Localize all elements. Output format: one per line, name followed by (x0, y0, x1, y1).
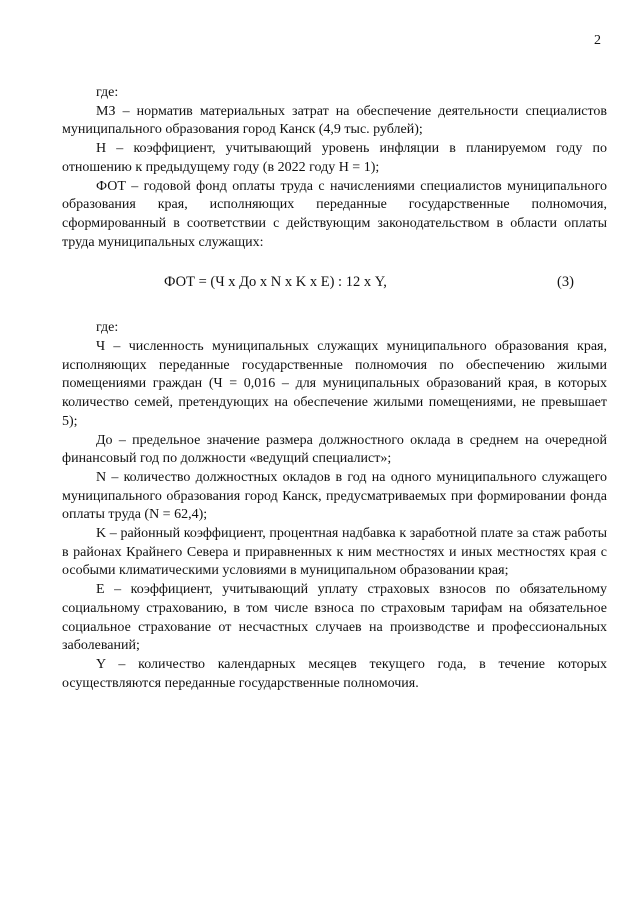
formula-fot: ФОТ = (Ч х До х N x K x E) : 12 х Y, (164, 274, 387, 291)
definition-mz: МЗ – норматив материальных затрат на обеспечение деятельности специалистов муниципального образования город Канск (4,9 тыс. рублей); (62, 103, 607, 138)
definition-y: Y – количество календарных месяцев текущего года, в течение которых осуществляются переданные государственные полномочия. (62, 656, 607, 691)
definition-n-salaries: N – количество должностных окладов в год на одного муниципального служащего муниципального образования город Канск, предусматриваемых при формировании фонда оплаты труда (N = 62,4); (62, 469, 607, 523)
page-number: 2 (594, 33, 601, 48)
definition-n-inflation: Н – коэффициент, учитывающий уровень инфляции в планируемом году по отношению к предыдущему году (в 2022 году Н = 1); (62, 141, 607, 175)
definition-k: K – районный коэффициент, процентная надбавка к заработной плате за стаж работы в районах Крайнего Севера и приравненных к ним местностях и иных местностях края с особыми климатическими условиями в муниципальном образовании края; (62, 526, 607, 579)
definition-fot: ФОТ – годовой фонд оплаты труда с начислениями специалистов муниципального образования края, исполняющих переданные государственные полномочия, сформированный в соответствии с действующим законодательством в области оплаты труда муниципальных служащих: (62, 178, 607, 250)
formula-number: (3) (557, 274, 574, 291)
document-body (62, 84, 607, 693)
formula-row (62, 273, 607, 293)
where-label: где: (96, 85, 119, 100)
definition-e: E – коэффициент, учитывающий уплату страховых взносов по обязательному социальному страхованию, в том числе взноса по страховым тарифам на обязательное социальное страхование от несчастных случаев на производстве и профессиональных заболеваний; (62, 582, 607, 654)
where-label-2: где: (96, 320, 119, 336)
definition-do: До – предельное значение размера должностного оклада в среднем на очередной финансовый год по должности «ведущий специалист»; (62, 432, 607, 467)
definition-ch: Ч – численность муниципальных служащих муниципального образования края, исполняющих переданные государственные полномочия по обеспечению жилыми помещениями граждан (Ч = 0,016 – для муниципальных образований края, в которых количество семей, претендующих на обеспечение жилыми помещениями, не превышает 5); (62, 339, 607, 429)
